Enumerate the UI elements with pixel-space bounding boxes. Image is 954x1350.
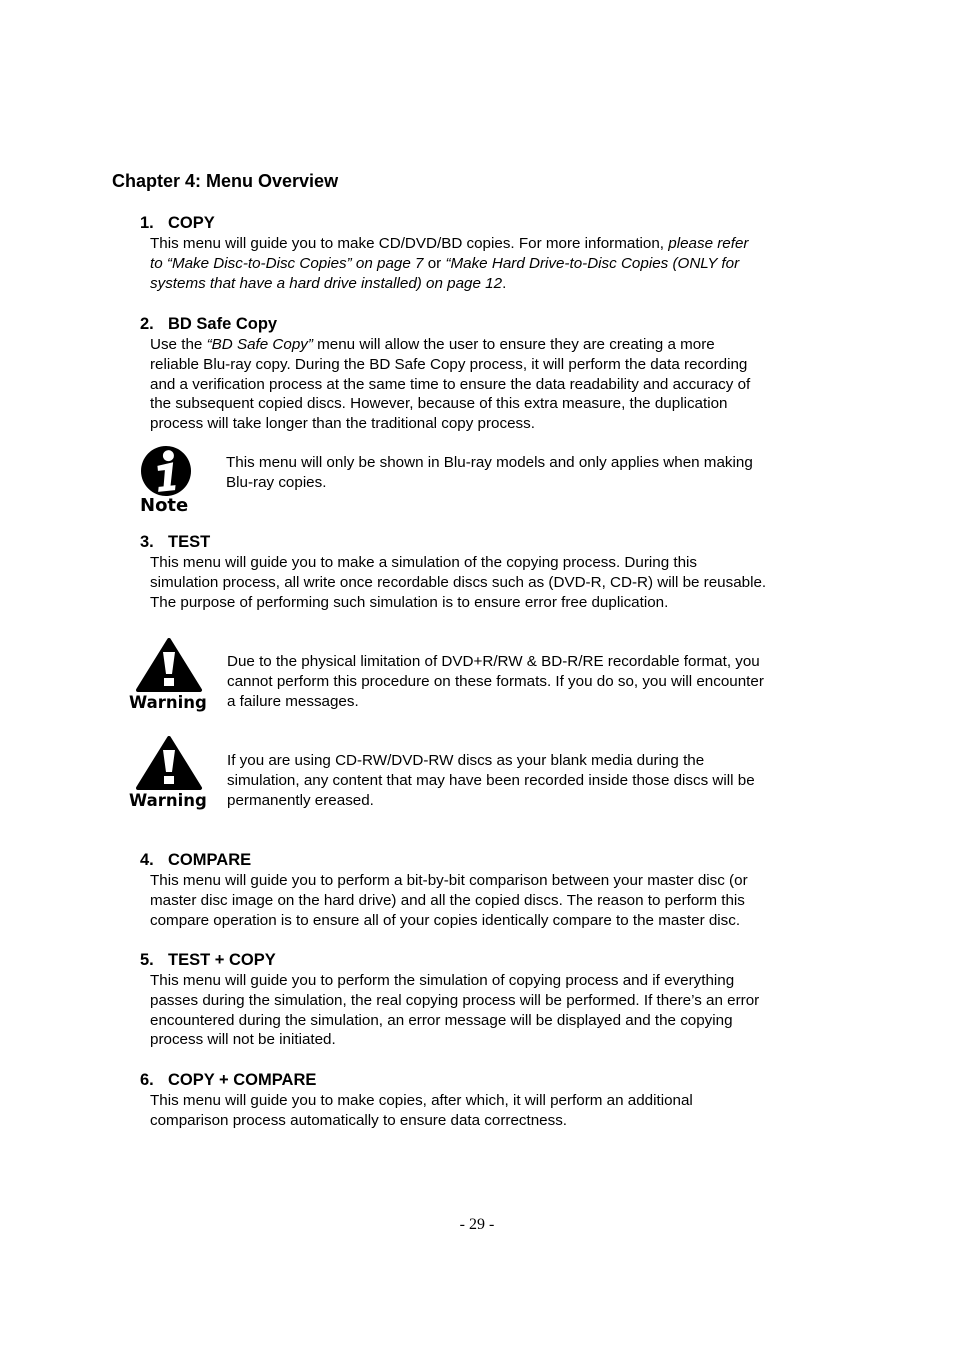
warning-icon-label: Warning [129, 791, 207, 810]
section-number: 1. [140, 214, 154, 232]
page-number: - 29 - [459, 1216, 495, 1233]
body-text: or [423, 254, 446, 272]
warning-icon-label: Warning [129, 693, 207, 712]
section-number: 4. [140, 851, 154, 869]
section-body-copy-compare: This menu will guide you to make copies, after which, it will perform an additional comparison process automatically to ensure data correctness. [150, 1092, 693, 1129]
section-heading-compare [140, 850, 251, 870]
section-heading-copy [140, 213, 215, 233]
section-title: TEST + COPY [168, 951, 276, 969]
section-title: BD Safe Copy [168, 315, 278, 333]
body-italic-text: “BD Safe Copy” [206, 336, 313, 353]
chapter-title: Chapter 4: Menu Overview [112, 171, 339, 191]
section-heading-test [140, 532, 210, 552]
section-number: 5. [140, 951, 154, 969]
section-body-copy [150, 234, 850, 293]
section-number: 3. [140, 533, 154, 551]
body-italic-text: “Make Hard Drive-to-Disc Copies (ONLY for systems that have a hard drive installed) on page 12 [150, 254, 740, 292]
warning-icon [126, 638, 212, 714]
section-body-compare: This menu will guide you to perform a bit-by-bit comparison between your master disc (or master disc image on the hard drive) and all the copied discs. The reason to perform this compare operation is to ensure all of your copies identically compare to the master disc. [150, 872, 748, 929]
section-body-test: This menu will guide you to make a simulation of the copying process. During this simulation process, all write once recordable discs such as (DVD-R, CD-R) will be reusable. The purpose of performing such simulation is to ensure error free duplication. [150, 554, 767, 611]
section-heading-bd-safe-copy [140, 314, 277, 334]
section-title: COPY + COMPARE [168, 1071, 317, 1089]
body-text: Use the [150, 336, 207, 353]
note-icon [134, 443, 198, 519]
section-title: COMPARE [168, 851, 252, 869]
body-italic-text: please refer to “Make Disc-to-Disc Copies” on page 7 [150, 235, 749, 272]
section-heading-copy-compare [140, 1070, 316, 1090]
body-text: menu will allow the user to ensure they are creating a more reliable Blu-ray copy. During the BD Safe Copy process, it will perform the data recording and a verification process at the same time to ensure the data readability and accuracy of the subsequent copied discs. However, because of this extra measure, the duplication process will take longer than the traditional copy process. [150, 336, 751, 433]
section-body-bd-safe-copy [150, 335, 850, 434]
warning-icon [126, 736, 212, 812]
note-icon-label: Note [140, 495, 189, 516]
warning-text: If you are using CD-RW/DVD-RW discs as your blank media during the simulation, any content that may have been recorded inside those discs will be permanently ereased. [227, 752, 755, 809]
section-heading-test-copy [140, 950, 276, 970]
section-number: 2. [140, 315, 154, 333]
body-text: . [502, 274, 507, 292]
section-number: 6. [140, 1071, 154, 1089]
warning-text: Due to the physical limitation of DVD+R/RW & BD-R/RE recordable format, you cannot perform this procedure on these formats. If you do so, you will encounter a failure messages. [227, 653, 764, 710]
section-title: COPY [168, 214, 215, 232]
note-text: This menu will only be shown in Blu-ray models and only applies when making Blu-ray copies. [226, 454, 753, 491]
body-text: This menu will guide you to make CD/DVD/BD copies. For more information, [150, 235, 669, 252]
section-title: TEST [168, 533, 211, 551]
section-body-test-copy: This menu will guide you to perform the simulation of copying process and if everything passes during the simulation, the real copying process will be performed. If there’s an error encountered during the simulation, an error message will be displayed and the copying process will not be initiated. [150, 972, 760, 1049]
